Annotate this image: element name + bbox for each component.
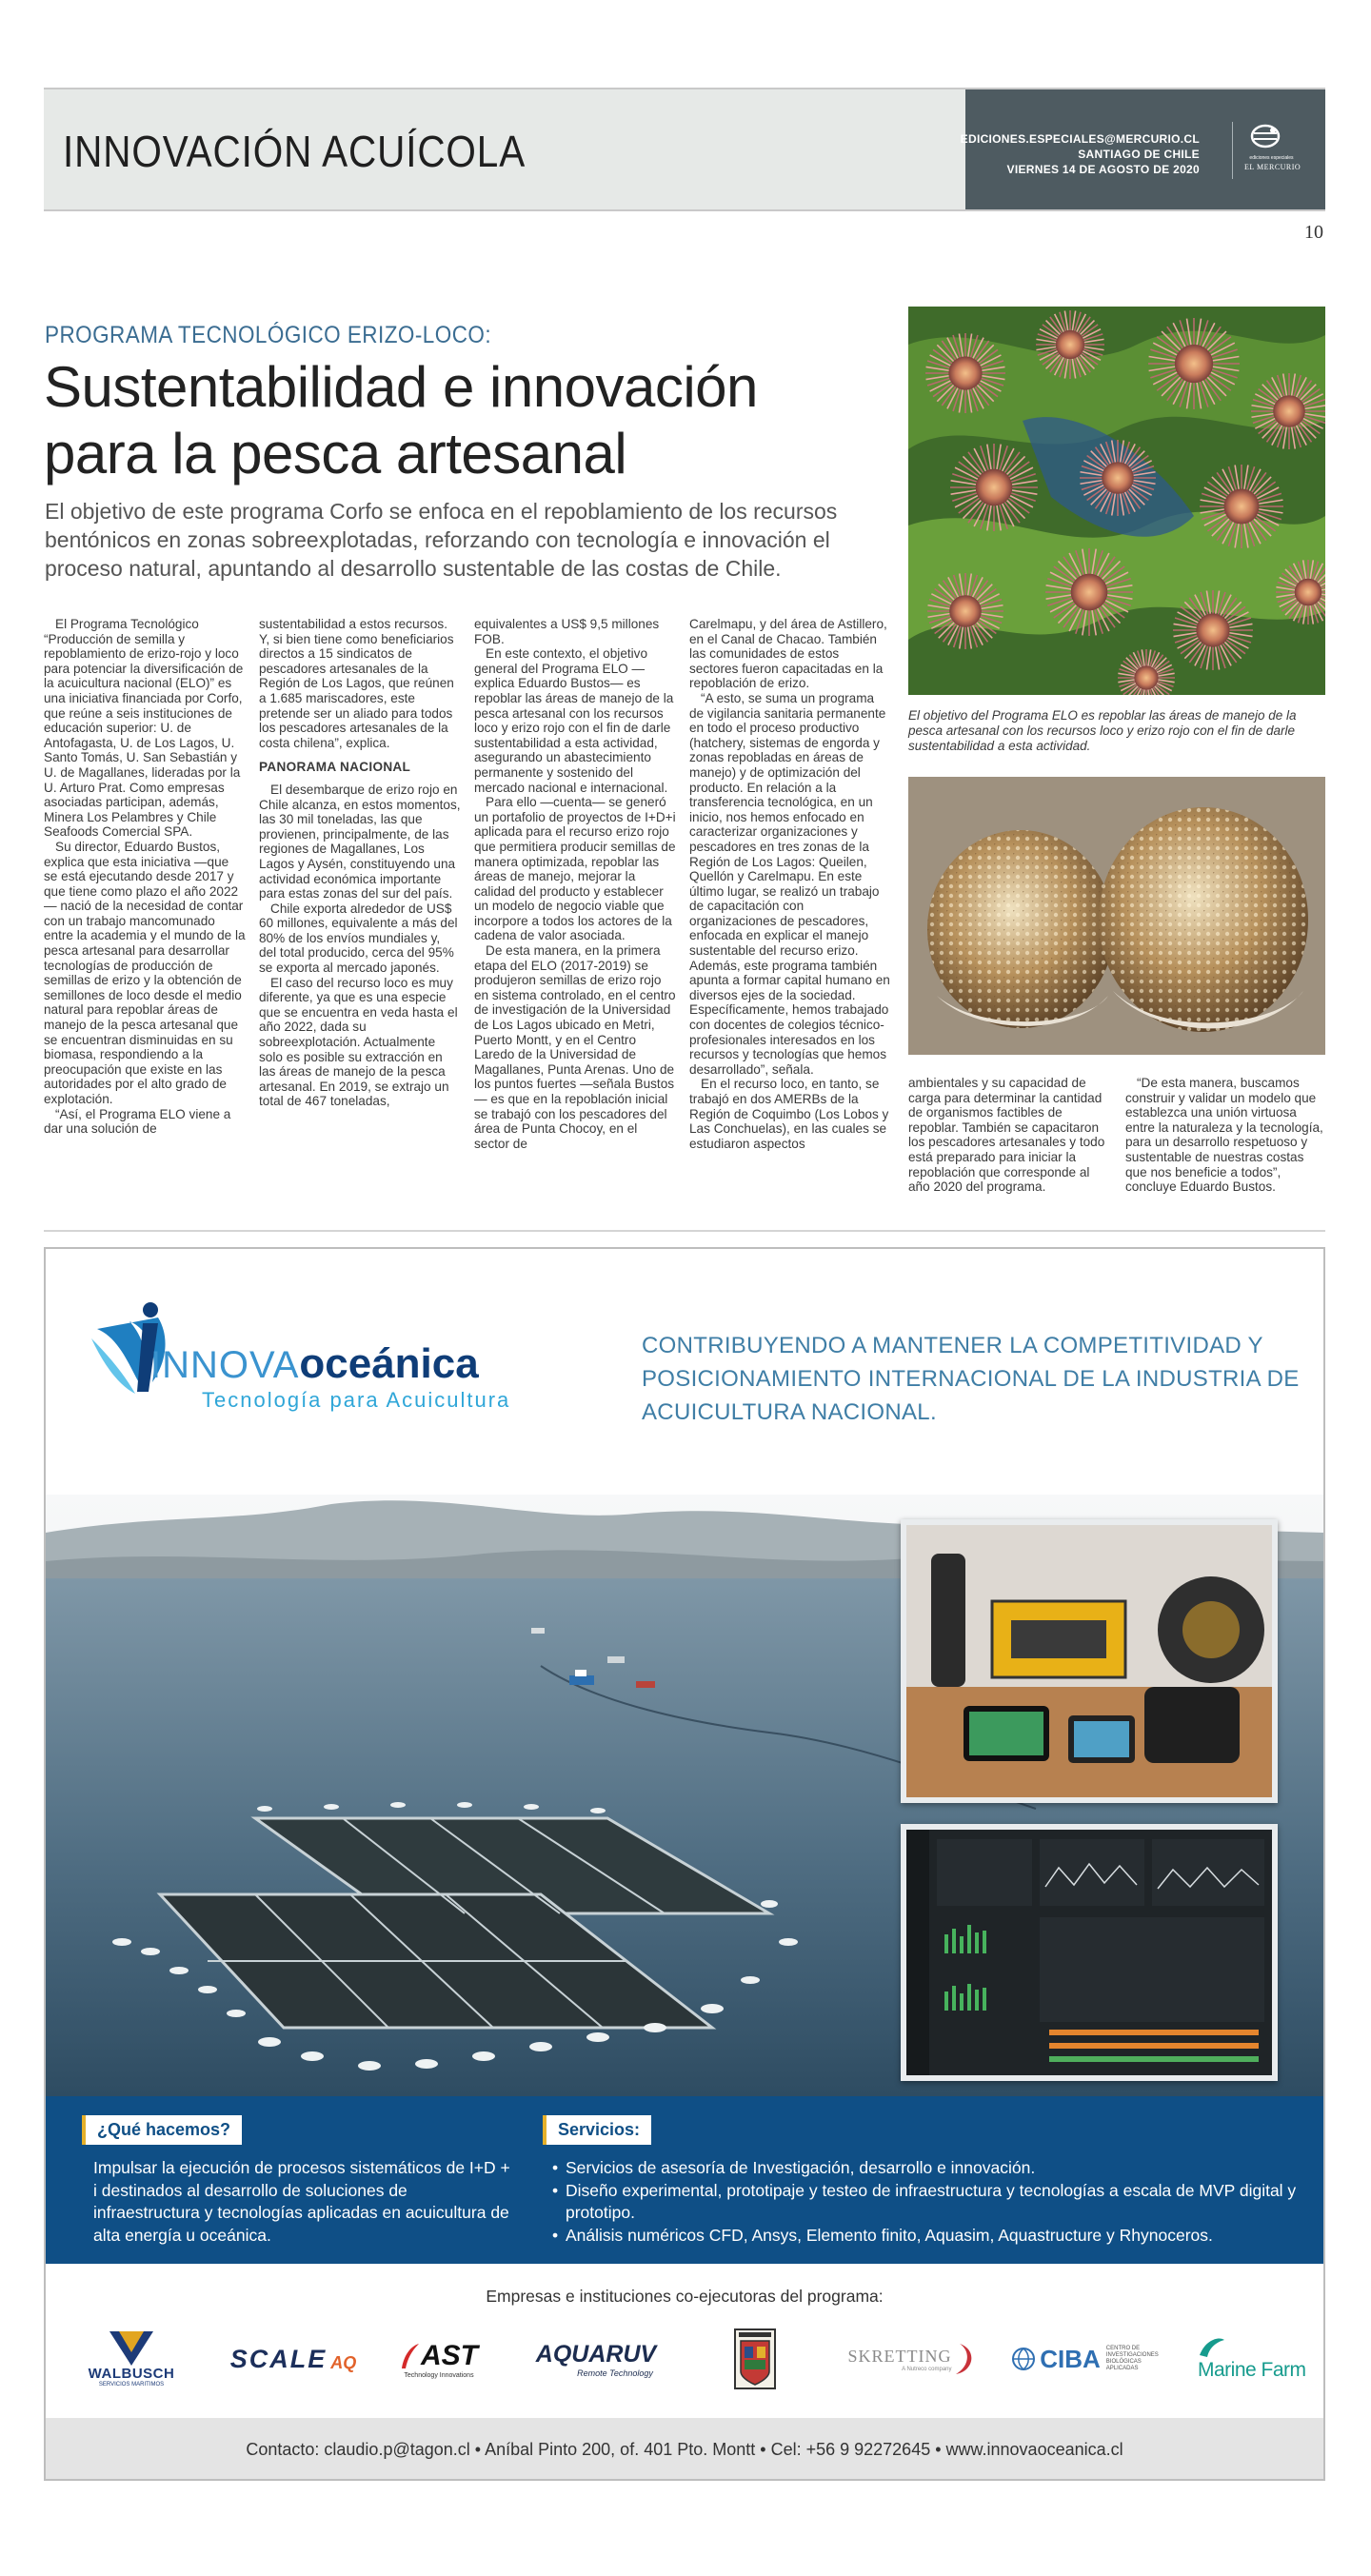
- paragraph: El desembarque de erizo rojo en Chile alcanza, en estos momentos, las 30 mil toneladas, las que provienen, principalmente, de las regiones de Magallanes, Los Lagos y Aysén, constituyendo una actividad económica importante para estas zonas del sur del país.: [259, 782, 461, 902]
- article-subhead: PANORAMA NACIONAL: [259, 760, 411, 775]
- headline-line-1: Sustentabilidad e innovación: [44, 355, 758, 419]
- rov-equipment-photo: [901, 1519, 1278, 1803]
- edition-email[interactable]: EDICIONES.ESPECIALES@MERCURIO.CL: [960, 132, 1200, 146]
- scale-aq-logo[interactable]: [217, 2321, 369, 2397]
- article-column-2: [259, 617, 461, 1109]
- paragraph-continued: sustentabilidad a estos recursos. Y, si bien tiene como beneficiarios directos a 15 sindicatos de pescadores artesanales de la Región de Los Lagos, que reúnen a 1.685 mariscadores, este pretende ser un aliado para todos los pescadores artesanales de la costa chilena”, explica.: [259, 617, 454, 750]
- aquaruv-logo[interactable]: [520, 2321, 672, 2397]
- walbusch-shield-icon: [109, 2331, 153, 2366]
- skretting-swirl-icon: [952, 2342, 977, 2376]
- paragraph: En este contexto, el objetivo general del Programa ELO —explica Eduardo Bustos— es repoblar las áreas de manejo de la pesca artesanal con los recursos loco y erizo rojo con el fin de darle sustentabilidad a esta actividad, asegurando un abastecimiento permanente y sostenido del mercado nacional e internacional.: [474, 646, 674, 795]
- skretting-logo[interactable]: [845, 2321, 979, 2397]
- partners-title: Empresas e instituciones co-ejecutoras del programa:: [486, 2287, 884, 2306]
- el-mercurio-logo: [1232, 122, 1299, 179]
- section-title: INNOVACIÓN ACUÍCOLA: [63, 127, 527, 176]
- paragraph: Chile exporta alrededor de US$ 60 millones, equivalente a más del 80% de los envíos mundiales y, del total producido, cerca del 95% se exporta al mercado japonés.: [259, 901, 458, 976]
- masthead: [44, 88, 1325, 211]
- urchin-body: [1134, 665, 1158, 689]
- masthead-title-panel: [44, 89, 965, 209]
- photo-caption: El objetivo del Programa ELO es repoblar las áreas de manejo de la pesca artesanal con los recursos loco y erizo rojo con el fin de darle sustentabilidad a esta actividad.: [908, 708, 1297, 753]
- urchin-body: [976, 469, 1013, 506]
- paragraph-continued: equivalentes a US$ 9,5 millones FOB.: [474, 617, 660, 646]
- paragraph: “Así, el Programa ELO viene a dar una solución de: [44, 1106, 231, 1137]
- headline-line-2: para la pesca artesanal: [44, 422, 627, 485]
- paragraph-continued: Carelmapu, y del área de Astillero, en el Canal de Chacao. También las comunidades de estos sectores fueron capacitadas en la repoblación de erizo.: [689, 617, 887, 691]
- edition-city: SANTIAGO DE CHILE: [1078, 148, 1200, 161]
- ciba-tagline: CENTRO DE INVESTIGACIONES BIOLÓGICAS APLICADAS: [1105, 2346, 1159, 2371]
- ciba-globe-icon: [1011, 2347, 1036, 2371]
- article-kicker: PROGRAMA TECNOLÓGICO ERIZO-LOCO:: [45, 322, 492, 348]
- paragraph: En el recurso loco, en tanto, se trabajó en dos AMERBs de la Región de Coquimbo (Los Lobos y Las Conchuelas), en las cuales se estudiaron aspectos: [689, 1077, 889, 1151]
- edition-info: [961, 131, 1200, 177]
- walbusch-logo[interactable]: [74, 2321, 189, 2397]
- innovaoceanica-advertisement: [44, 1247, 1325, 2481]
- innovaoceanica-logo[interactable]: [91, 1300, 625, 1412]
- article-column-4: [689, 617, 891, 1151]
- urchin-body: [1273, 395, 1305, 427]
- paragraph: “A esto, se suma un programa de vigilancia sanitaria permanente en todo el proceso productivo (hatchery, sistemas de engorda y zonas repobladas en áreas de manejo) y de optimización del producto. En relación a la transferencia tecnológica, en un inicio, nos hemos enfocado en caracterizar organizaciones y pescadores en tres zonas de la Región de Los Lagos: Queilen, Quellón y Carelmapu. En este último lugar, se realizó un trabajo de capacitación con organizaciones de pescadores, enfocada en explicar el manejo sustentable del recurso erizo. Además, este programa también apunta a formar capital humano en diversos ejes de la sociedad. Específicamente, hemos trabajado con docentes de colegios técnico-profesionales interesados en los recursos y tecnologías que hemos desarrollado”, señala.: [689, 690, 890, 1077]
- university-crest-icon: [733, 2328, 777, 2390]
- section-divider: [44, 1230, 1325, 1232]
- article-headline: [44, 354, 901, 487]
- rov-equipment-illustration: [906, 1525, 1272, 1797]
- ast-name: AST: [421, 2339, 478, 2371]
- marine-farm-name: Marine Farm: [1198, 2359, 1306, 2381]
- dashboard-illustration: [906, 1830, 1272, 2075]
- sea-urchin-illustration: [908, 307, 1325, 695]
- article-deck: El objetivo de este programa Corfo se enfoca en el repoblamiento de los recursos bentónicos en zonas sobreexplotadas, reforzando con tecnología e innovación el proceso natural, apuntando al desarrollo sustentable de las costas de Chile.: [45, 499, 838, 581]
- ad-tagline: CONTRIBUYENDO A MANTENER LA COMPETITIVIDAD Y POSICIONAMIENTO INTERNACIONAL DE LA INDUSTRIA DE ACUICULTURA NACIONAL.: [642, 1333, 1300, 1425]
- contact-bar[interactable]: Contacto: claudio.p@tagon.cl • Aníbal Pinto 200, of. 401 Pto. Montt • Cel: +56 9 92272645 • www.innovaoceanica.cl: [46, 2418, 1323, 2481]
- sea-urchin-photo: [908, 307, 1325, 695]
- ciba-logo[interactable]: [1011, 2321, 1173, 2397]
- walbusch-name: WALBUSCH: [88, 2365, 175, 2382]
- marine-farm-logo[interactable]: [1198, 2321, 1312, 2397]
- logo-word-innova: INNOVA: [150, 1344, 300, 1386]
- skretting-tagline: A Nutreco company: [902, 2366, 952, 2372]
- urchin-body: [1196, 613, 1229, 646]
- urchin-body: [1071, 574, 1108, 611]
- aquaruv-name: AQUARUV: [535, 2340, 657, 2368]
- ast-logo[interactable]: [387, 2321, 491, 2397]
- paragraph: El caso del recurso loco es muy diferente, ya que es una especie que se encuentra en veda hasta el año 2022, dada su sobreexplotación. Actualmente solo es posible su extracción en las áreas de manejo de la pesca artesanal. En 2019, se extrajo un total de 467 toneladas,: [259, 975, 458, 1109]
- masthead-info-panel: [960, 89, 1325, 209]
- paragraph-continued: ambientales y su capacidad de carga para determinar la cantidad de organismos factibles de repoblar. También se capacitaron los pescadores artesanales y todo está preparado para iniciar la repoblación que corresponde al año 2020 del programa.: [908, 1076, 1105, 1195]
- what-we-do-text: Impulsar la ejecución de procesos sistemáticos de I+D + i destinados al desarrollo de soluciones de infraestructura y tecnologías aplicadas en acuicultura de alta energía u oceánica.: [93, 2158, 510, 2245]
- ast-tagline: Technology Innovations: [404, 2371, 474, 2379]
- partner-logos: [74, 2321, 1306, 2397]
- loco-shell-photo: [908, 777, 1325, 1055]
- info-band: [46, 2096, 1323, 2264]
- logo-wordmark: [150, 1340, 479, 1388]
- marine-farm-fish-icon: [1198, 2336, 1226, 2359]
- ast-swoosh-icon: [400, 2342, 421, 2370]
- paragraph: De esta manera, en la primera etapa del ELO (2017-2019) se produjeron semillas de erizo rojo en sistema controlado, en el centro de investigación de la Universidad de Los Lagos ubicado en Metri, Puerto Montt, y en el Centro Laredo de la Universidad de Magallanes, Punta Arenas. Uno de los puntos fuertes —señala Bustos— es que en la repoblación inicial se trabajó con los pescadores del área de Punta Chocoy, en el sector de: [474, 943, 676, 1151]
- skretting-name: SKRETTING: [847, 2346, 952, 2366]
- loco-shell-illustration: [908, 777, 1325, 1055]
- urchin-body: [948, 356, 982, 389]
- service-item: • Diseño experimental, prototipaje y testeo de infraestructura y tecnologías a escala de MVP digital y prototipo.: [552, 2180, 1314, 2225]
- service-item: • Análisis numéricos CFD, Ansys, Elemento finito, Aquasim, Aquastructure y Rhynoceros.: [552, 2225, 1314, 2248]
- logo-word-oceanica: oceánica: [299, 1340, 479, 1387]
- paragraph: Para ello —cuenta— se generó un portafolio de proyectos de I+D+i aplicada para el recurso erizo rojo que permitiera producir semillas de manera optimizada, repoblar las áreas de manejo, mejorar la calidad del producto y establecer un modelo de negocio viable que incorpore a todos los actores de la cadena de valor asociada.: [474, 795, 676, 943]
- service-item: • Servicios de asesoría de Investigación, desarrollo e innovación.: [552, 2157, 1314, 2180]
- page-number: 10: [1304, 222, 1323, 243]
- urchin-body: [1224, 489, 1260, 525]
- article-column-5: [908, 1076, 1110, 1195]
- urchin-body: [1102, 462, 1134, 494]
- brand-subtitle: ediciones especiales: [1249, 155, 1294, 161]
- scale-name: SCALE: [229, 2344, 328, 2373]
- logo-subtitle: Tecnología para Acuicultura: [202, 1388, 511, 1412]
- paragraph: El Programa Tecnológico “Producción de semilla y repoblamiento de erizo-rojo y loco para potenciar la diversificación de la acuicultura nacional (ELO)” es una iniciativa financiada por Corfo, que reúne a seis instituciones de educación superior: U. de Antofagasta, U. de Los Lagos, U. Santo Tomás, U. San Sebastián y U. de Magallanes, lideradas por la U. Arturo Prat. Como empresas asociadas participan, además, Minera Los Pelambres y Chile Seafoods Comercial SPA.: [44, 617, 244, 840]
- scale-aq: AQ: [330, 2352, 357, 2372]
- paragraph: Su director, Eduardo Bustos, explica que esta iniciativa —que se está ejecutando desde 2017 y que tiene como plazo el año 2022— nació de la necesidad de contar con un trabajo mancomunado entre la academia y el mundo de la pesca artesanal para desarrollar tecnologías de producción de semillas de erizo y la obtención de semillones de loco desde el medio natural para repoblar áreas de manejo de la pesca artesanal que se encuentran disminuidas en su biomasa, respondiendo a la preocupación que existe en las autoridades por el alto grado de explotación.: [44, 839, 246, 1106]
- urchin-body: [949, 595, 982, 627]
- services-tab: Servicios:: [543, 2115, 651, 2145]
- what-we-do-tab: ¿Qué hacemos?: [82, 2115, 242, 2145]
- university-crest-logo[interactable]: [722, 2321, 788, 2397]
- urchin-body: [1295, 579, 1322, 606]
- article-column-6: [1125, 1076, 1327, 1195]
- aquaruv-tagline: Remote Technology: [577, 2368, 653, 2378]
- article-column-3: [474, 617, 676, 1151]
- urchin-body: [1056, 330, 1084, 359]
- paragraph: “De esta manera, buscamos construir y validar un modelo que establezca una unión virtuosa entre la naturaleza y la tecnología, para un desarrollo respetuoso y sustentable de nuestras costas que nos beneficie a todos”, concluye Eduardo Bustos.: [1125, 1076, 1323, 1195]
- edition-date: VIERNES 14 DE AGOSTO DE 2020: [1006, 163, 1200, 176]
- urchin-body: [1175, 345, 1213, 383]
- article-column-1: [44, 617, 246, 1137]
- el-mercurio-emblem-icon: [1244, 122, 1286, 150]
- walbusch-tagline: SERVICIOS MARITIMOS: [98, 2381, 165, 2388]
- brand-name: EL MERCURIO: [1244, 163, 1301, 171]
- services-list: [552, 2157, 1314, 2247]
- ciba-name: CIBA: [1040, 2344, 1101, 2373]
- monitoring-dashboard-screenshot: [901, 1824, 1278, 2081]
